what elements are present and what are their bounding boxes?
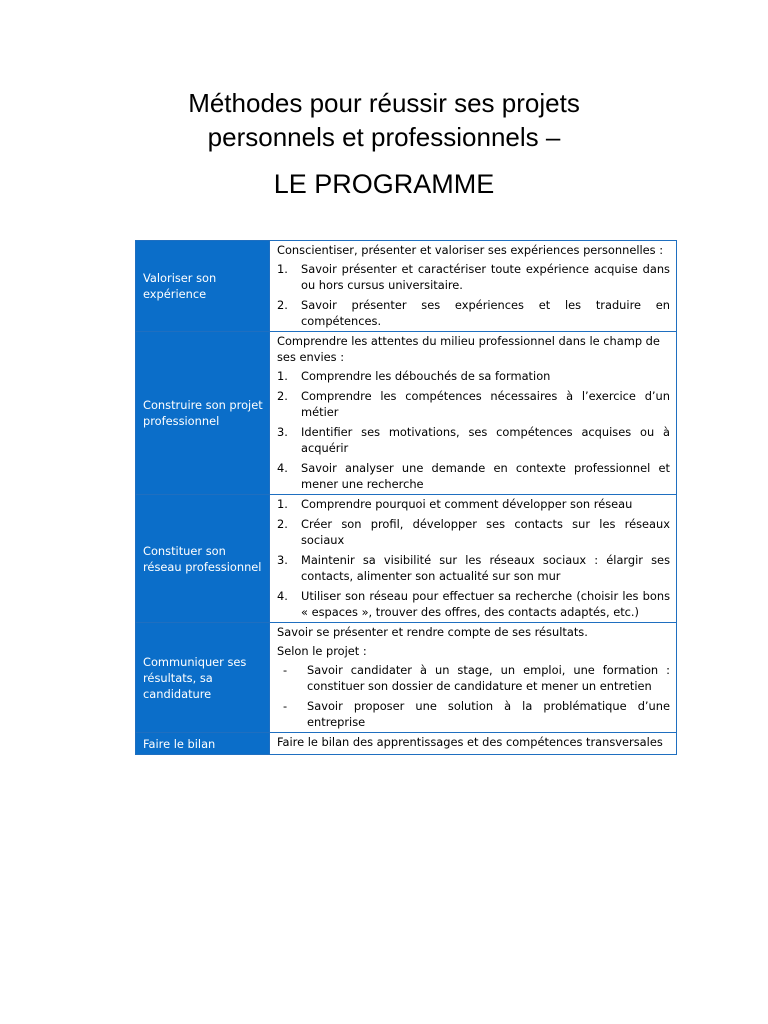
dash-list bbox=[277, 662, 670, 730]
list-item bbox=[277, 388, 670, 420]
list-number: 1. bbox=[277, 369, 288, 383]
table-row bbox=[136, 495, 677, 623]
list-item bbox=[277, 552, 670, 584]
numbered-list bbox=[277, 261, 670, 329]
title-line-2: personnels et professionnels – bbox=[207, 122, 561, 152]
row-intro: Comprendre les attentes du milieu professionnel dans le champ de ses envies : bbox=[277, 334, 660, 364]
list-number: 2. bbox=[277, 298, 288, 312]
row-content bbox=[270, 623, 677, 733]
list-text: Savoir présenter ses expériences et les traduire en compétences. bbox=[301, 298, 670, 328]
page-title bbox=[0, 86, 768, 154]
numbered-list bbox=[277, 496, 670, 620]
row-content bbox=[270, 733, 677, 755]
row-heading: Construire son projet professionnel bbox=[136, 332, 270, 495]
list-text: Maintenir sa visibilité sur les réseaux sociaux : élargir ses contacts, alimenter son actualité sur son mur bbox=[301, 553, 670, 583]
row-intro-2: Selon le projet : bbox=[277, 644, 367, 658]
list-number: 4. bbox=[277, 461, 288, 475]
list-text: Comprendre les débouchés de sa formation bbox=[301, 369, 551, 383]
list-text: Comprendre les compétences nécessaires à l’exercice d’un métier bbox=[301, 389, 670, 419]
list-text: Comprendre pourquoi et comment développer son réseau bbox=[301, 497, 633, 511]
row-heading: Faire le bilan bbox=[136, 733, 270, 755]
list-item bbox=[277, 698, 670, 730]
row-content bbox=[270, 332, 677, 495]
table-row bbox=[136, 623, 677, 733]
list-item bbox=[277, 297, 670, 329]
table-row bbox=[136, 733, 677, 755]
list-number: 1. bbox=[277, 262, 288, 276]
list-item bbox=[277, 424, 670, 456]
list-item bbox=[277, 516, 670, 548]
row-intro: Conscientiser, présenter et valoriser ses expériences personnelles : bbox=[277, 243, 664, 257]
list-text: Savoir présenter et caractériser toute expérience acquise dans ou hors cursus universitaire. bbox=[301, 262, 670, 292]
title-line-1: Méthodes pour réussir ses projets bbox=[188, 88, 580, 118]
row-heading: Valoriser son expérience bbox=[136, 241, 270, 332]
list-dash: - bbox=[283, 699, 288, 713]
list-dash: - bbox=[283, 663, 288, 677]
table-row bbox=[136, 332, 677, 495]
row-intro: Faire le bilan des apprentissages et des compétences transversales bbox=[277, 735, 663, 749]
row-intro: Savoir se présenter et rendre compte de ses résultats. bbox=[277, 625, 588, 639]
list-number: 1. bbox=[277, 497, 288, 511]
list-text: Créer son profil, développer ses contacts sur les réseaux sociaux bbox=[301, 517, 670, 547]
list-item bbox=[277, 261, 670, 293]
list-text: Identifier ses motivations, ses compétences acquises ou à acquérir bbox=[301, 425, 670, 455]
program-table bbox=[135, 240, 677, 755]
list-item bbox=[277, 496, 670, 512]
list-item bbox=[277, 460, 670, 492]
list-number: 4. bbox=[277, 589, 288, 603]
list-text: Savoir analyser une demande en contexte professionnel et mener une recherche bbox=[301, 461, 670, 491]
list-text: Savoir proposer une solution à la problématique d’une entreprise bbox=[307, 699, 670, 729]
numbered-list bbox=[277, 368, 670, 492]
list-text: Utiliser son réseau pour effectuer sa recherche (choisir les bons « espaces », trouver des offres, des contacts adaptés, etc.) bbox=[301, 589, 670, 619]
list-number: 3. bbox=[277, 553, 288, 567]
row-content bbox=[270, 241, 677, 332]
row-heading: Constituer son réseau professionnel bbox=[136, 495, 270, 623]
list-text: Savoir candidater à un stage, un emploi, une formation : constituer son dossier de candidature et mener un entretien bbox=[307, 663, 670, 693]
list-number: 2. bbox=[277, 517, 288, 531]
row-content bbox=[270, 495, 677, 623]
list-number: 2. bbox=[277, 389, 288, 403]
table-row bbox=[136, 241, 677, 332]
row-heading: Communiquer ses résultats, sa candidature bbox=[136, 623, 270, 733]
list-item bbox=[277, 368, 670, 384]
list-item bbox=[277, 662, 670, 694]
list-number: 3. bbox=[277, 425, 288, 439]
list-item bbox=[277, 588, 670, 620]
page-subtitle: LE PROGRAMME bbox=[273, 169, 495, 199]
